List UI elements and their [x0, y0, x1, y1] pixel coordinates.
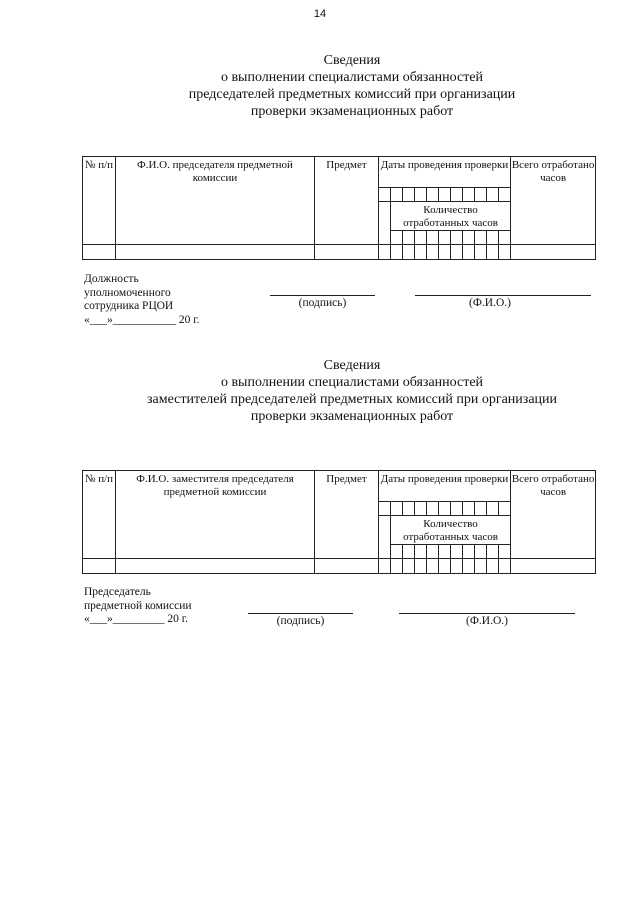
data-cell — [499, 245, 511, 260]
date-cell — [463, 502, 475, 516]
data-cell — [83, 245, 116, 260]
header-total-hours: Всего отработано часов — [511, 471, 596, 559]
date-cell — [439, 188, 451, 202]
hours-cell — [403, 545, 415, 559]
data-cell — [511, 245, 596, 260]
date-cell — [463, 188, 475, 202]
data-cell — [315, 559, 379, 574]
date-cell — [499, 188, 511, 202]
date-cell-left — [379, 202, 391, 245]
title-line: проверки экзаменационных работ — [250, 409, 454, 424]
header-fio: Ф.И.О. заместителя председателя предметной комиссии — [116, 471, 315, 559]
title-line: о выполнении специалистами обязанностей — [220, 70, 484, 85]
section1-report-table — [82, 156, 596, 260]
data-cell — [391, 559, 403, 574]
title-line: заместителей председателей предметных комиссий при организации — [146, 392, 558, 407]
date-cell — [487, 188, 499, 202]
hours-cell — [439, 545, 451, 559]
hours-cell — [427, 231, 439, 245]
data-cell — [511, 559, 596, 574]
data-cell — [415, 559, 427, 574]
date-cell — [451, 188, 463, 202]
section2-title — [60, 357, 640, 425]
data-cell — [379, 245, 391, 260]
position-line: Должность — [84, 273, 139, 285]
title-line: председателей предметных комиссий при организации — [188, 87, 516, 102]
position-line: уполномоченного — [84, 286, 171, 299]
date-cell — [379, 188, 391, 202]
date-cell — [427, 502, 439, 516]
section2-report-table — [82, 470, 596, 574]
date-cell — [415, 188, 427, 202]
hours-cell — [403, 231, 415, 245]
chairman-label — [84, 586, 192, 627]
data-cell — [499, 559, 511, 574]
signature-line — [270, 295, 375, 296]
data-cell — [403, 245, 415, 260]
hours-cell — [391, 545, 403, 559]
header-dates: Даты проведения проверки — [379, 471, 511, 502]
position-line: сотрудника РЦОИ — [84, 300, 174, 312]
hours-cell — [427, 545, 439, 559]
date-line: «___»___________ 20 г. — [84, 313, 200, 326]
data-cell — [451, 245, 463, 260]
hours-cell — [391, 231, 403, 245]
hours-cell — [415, 231, 427, 245]
position-label — [84, 273, 200, 327]
data-cell — [487, 245, 499, 260]
date-cell — [487, 502, 499, 516]
data-cell — [315, 245, 379, 260]
data-cell — [403, 559, 415, 574]
date-cell — [391, 502, 403, 516]
date-cell — [475, 502, 487, 516]
header-hours-count: Количество отработанных часов — [391, 202, 511, 231]
hours-cell — [463, 545, 475, 559]
hours-cell — [451, 545, 463, 559]
header-number: № п/п — [83, 157, 116, 245]
hours-cell — [499, 231, 511, 245]
date-cell-left — [379, 516, 391, 559]
data-cell — [427, 559, 439, 574]
date-cell — [499, 502, 511, 516]
page-number: 14 — [313, 8, 327, 20]
data-cell — [475, 245, 487, 260]
data-cell — [427, 245, 439, 260]
date-line: «___»_________ 20 г. — [84, 613, 189, 625]
data-cell — [439, 559, 451, 574]
hours-cell — [475, 545, 487, 559]
data-cell — [391, 245, 403, 260]
header-total-hours: Всего отработано часов — [511, 157, 596, 245]
date-cell — [415, 502, 427, 516]
header-fio: Ф.И.О. председателя предметной комиссии — [116, 157, 315, 245]
data-cell — [116, 245, 315, 260]
hours-cell — [487, 231, 499, 245]
title-line: проверки экзаменационных работ — [250, 104, 454, 119]
data-cell — [379, 559, 391, 574]
title-line: Сведения — [323, 358, 381, 373]
data-cell — [83, 559, 116, 574]
date-cell — [427, 188, 439, 202]
header-dates: Даты проведения проверки — [379, 157, 511, 188]
date-cell — [403, 188, 415, 202]
title-line: о выполнении специалистами обязанностей — [220, 375, 484, 390]
hours-cell — [451, 231, 463, 245]
title-line: Сведения — [323, 53, 381, 68]
data-cell — [463, 559, 475, 574]
date-cell — [391, 188, 403, 202]
signature-caption: (подпись) — [298, 297, 347, 309]
date-cell — [451, 502, 463, 516]
data-cell — [116, 559, 315, 574]
hours-cell — [415, 545, 427, 559]
signature-line — [248, 613, 353, 614]
fio-line — [399, 613, 575, 614]
section1-title — [60, 52, 640, 120]
hours-cell — [487, 545, 499, 559]
data-cell — [475, 559, 487, 574]
date-cell — [379, 502, 391, 516]
date-cell — [475, 188, 487, 202]
hours-cell — [499, 545, 511, 559]
fio-caption: (Ф.И.О.) — [466, 615, 508, 627]
header-subject: Предмет — [315, 157, 379, 245]
hours-cell — [439, 231, 451, 245]
hours-cell — [463, 231, 475, 245]
data-cell — [415, 245, 427, 260]
fio-line — [415, 295, 591, 296]
hours-cell — [475, 231, 487, 245]
signature-caption: (подпись) — [276, 615, 325, 627]
header-hours-count: Количество отработанных часов — [391, 516, 511, 545]
header-subject: Предмет — [315, 471, 379, 559]
data-cell — [451, 559, 463, 574]
header-number: № п/п — [83, 471, 116, 559]
fio-caption: (Ф.И.О.) — [469, 297, 511, 309]
date-cell — [439, 502, 451, 516]
date-cell — [403, 502, 415, 516]
position-line: Председатель — [84, 586, 151, 598]
position-line: предметной комиссии — [84, 599, 192, 612]
data-cell — [463, 245, 475, 260]
data-cell — [487, 559, 499, 574]
data-cell — [439, 245, 451, 260]
